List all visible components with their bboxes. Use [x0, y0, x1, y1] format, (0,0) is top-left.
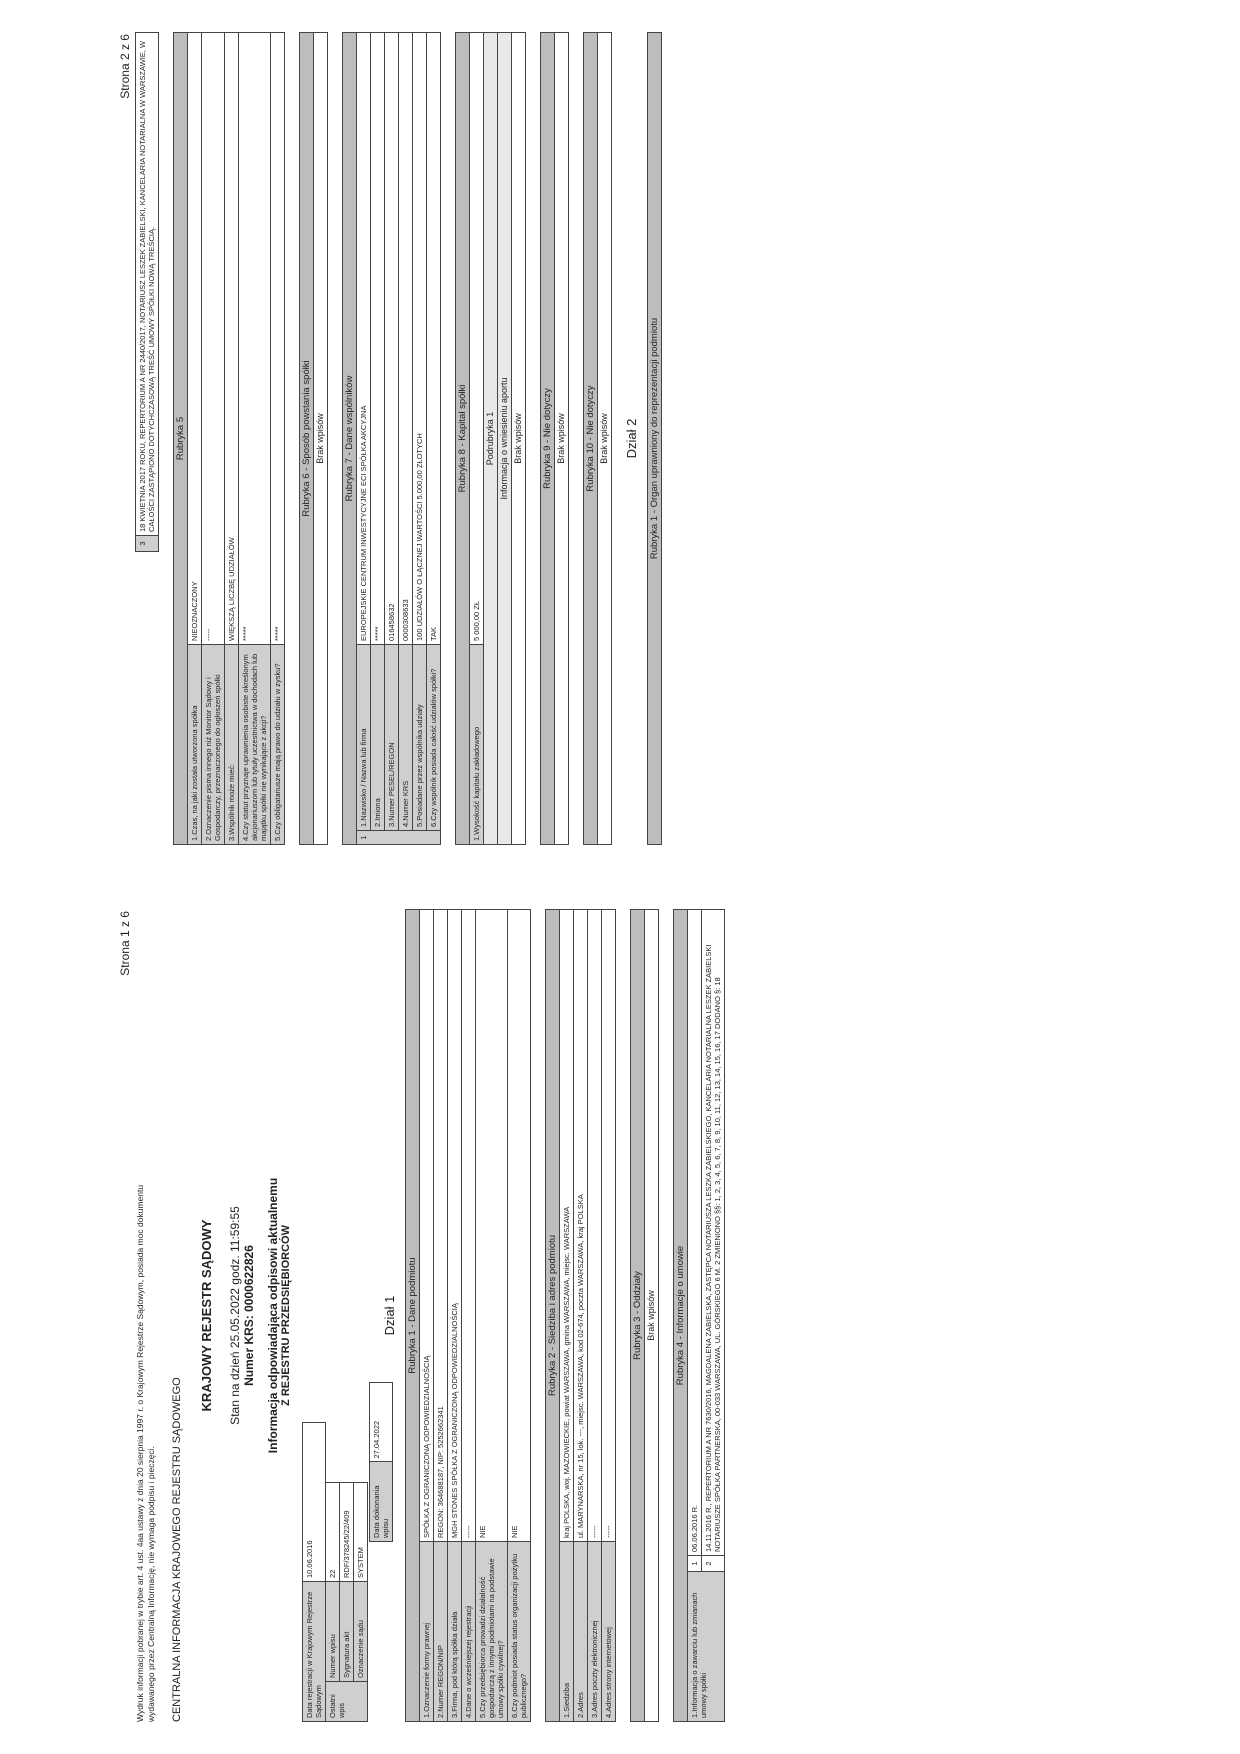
rubryka-3-empty: Brak wpisów: [645, 910, 659, 1722]
registration-table: [302, 1422, 368, 1722]
row-value: -----: [202, 33, 225, 645]
doc-title: KRAJOWY REJESTR SĄDOWY: [199, 1219, 214, 1412]
rubryka-9-empty: Brak wpisów: [555, 33, 569, 845]
table-row: [434, 910, 448, 1722]
row-value: EUROPEJSKIE CENTRUM INWESTYCYJNE ECI SPÓŁKA AKCYJNA: [357, 33, 371, 645]
data-dokonania-table: [369, 1382, 393, 1542]
table-row: [602, 910, 616, 1722]
numer-wpisu-value: 22: [326, 1483, 340, 1582]
row-number: 1: [688, 1556, 702, 1572]
row-value: 06.06.2016 R.: [688, 910, 702, 1556]
rubryka-7-table: [342, 32, 441, 845]
row-label: 1.Informacja o zawarciu lub zmianach umowy spółki: [688, 1572, 725, 1722]
notice-text: Wydruk informacji pobranej w trybie art. 4 ust. 4aa ustawy z dnia 20 sierpnia 1997 r. o Krajowym Rejestrze Sądowym, posiada moc dokumentu wydawanego przez Centralną Informację, nie wymaga podpisu i pieczęci.: [135, 1184, 156, 1722]
rubryka-10-title: Rubryka 10 - Nie dotyczy: [584, 33, 598, 845]
row-label: 6.Czy podmiot posiada status organizacji pożytku publicznego?: [508, 1542, 531, 1722]
row-label: 2.Oznaczenie pisma innego niż Monitor Sądowy i Gospodarczy, przeznaczonego do ogłoszeń spółki: [202, 645, 225, 845]
rubryka-10-table: [583, 32, 612, 845]
row-value: -----: [462, 910, 476, 1542]
row-value: TAK: [427, 33, 441, 645]
table-row: [357, 33, 371, 845]
rubryka-6-title: Rubryka 6 - Sposób powstania spółki: [300, 33, 314, 845]
table-row: [385, 33, 399, 845]
page-1: [0, 877, 1240, 1754]
sygnatura-value: RDF/378245/22/409: [340, 1483, 354, 1582]
podrubryka-1-title: Podrubryka 1: [484, 33, 498, 845]
info-line-2: Z REJESTRU PRZEDSIĘBIORCÓW: [280, 1225, 292, 1406]
row-label: 2.Imiona: [371, 645, 385, 831]
row-label: 3.Firma, pod którą spółka działa: [448, 1542, 462, 1722]
table-row: [271, 33, 285, 845]
row-label: 4.Czy statut przyznaje uprawnienia osobiste określonym akcjonariuszom lub tytuły uczestnictwa w dochodach lub majątku spółki nie wynikające z akcji?: [239, 645, 271, 845]
table-row: [688, 910, 702, 1722]
podrubryka-1-empty: Brak wpisów: [512, 33, 526, 845]
podrubryka-1-name: Informacja o wniesieniu aportu: [498, 33, 512, 845]
row-label: 1.Nazwisko / Nazwa lub firma: [357, 645, 371, 831]
rubryka-4-title: Rubryka 4 - Informacje o umowie: [674, 910, 688, 1722]
oznaczenie-value: SYSTEM: [354, 1483, 368, 1582]
table-row: [427, 33, 441, 845]
row-value: -----: [588, 910, 602, 1542]
row-label: 2.Adres: [574, 1542, 588, 1722]
row-value: REGON: 364688187, NIP: 5252662341: [434, 910, 448, 1542]
row-label: 3.Wspólnik może mieć:: [225, 645, 239, 845]
ostatni-wpis-label: Ostatni wpis: [326, 1682, 368, 1722]
table-row: [188, 33, 202, 845]
row-label: 3.Numer PESEL/REGON: [385, 645, 399, 831]
krs-number: Numer KRS: 0000622826: [242, 1245, 256, 1386]
oznaczenie-label: Oznaczenie sądu: [354, 1582, 368, 1682]
row-label: 4.Adres strony internetowej: [602, 1542, 616, 1722]
dzial-2-rubryka-1-table: [647, 32, 662, 845]
row-label: 4.Dane o wcześniejszej rejestracji: [462, 1542, 476, 1722]
row-value: ul. MARYNARSKA, nr 15, lok. ---, miejsc. WARSZAWA, kod 02-674, poczta WARSZAWA, kraj POLSKA: [574, 910, 588, 1542]
table-row: [588, 910, 602, 1722]
table-row: [371, 33, 385, 845]
rubryka-3-title: Rubryka 3 - Oddziały: [631, 910, 645, 1722]
rubryka-7-title: Rubryka 7 - Dane wspólników: [343, 33, 357, 845]
rubryka-1-title: Rubryka 1 - Dane podmiotu: [406, 910, 420, 1722]
rubryka-8-title: Rubryka 8 - Kapitał spółki: [456, 33, 470, 845]
row-value: 18 KWIETNIA 2017 ROKU, REPERTORIUM A NR 2440/2017, NOTARIUSZ LESZEK ZABIELSKI, KANCELARIA NOTARIALNA W WARSZAWIE, W CAŁOŚCI ZASTĄPIONO DOTYCHCZASOWĄ TREŚĆ UMOWY SPÓŁKI NOWĄ TREŚCIĄ.: [136, 33, 159, 536]
rubryka-2-title: Rubryka 2 - Siedziba i adres podmiotu: [546, 910, 560, 1722]
info-line-1: Informacja odpowiadająca odpisowi aktualnemu: [266, 1177, 280, 1454]
row-value: *****: [271, 33, 285, 645]
stan-date: Stan na dzień 25.05.2022 godz. 11:59:55: [228, 1206, 242, 1425]
rubryka-2-table: [545, 909, 616, 1722]
row-label: 3.Adres poczty elektronicznej: [588, 1542, 602, 1722]
row-label: 5.Posiadane przez wspólnika udziały: [413, 645, 427, 831]
row-label: 6.Czy wspólnik posiada całość udziałów spółki?: [427, 645, 441, 831]
row-value: NIE: [476, 910, 508, 1542]
rubryka-9-title: Rubryka 9 - Nie dotyczy: [541, 33, 555, 845]
table-row: [136, 33, 159, 552]
row-value: MGH STONES SPÓŁKA Z OGRANICZONĄ ODPOWIEDZIALNOŚCIĄ: [448, 910, 462, 1542]
rubryka-3-table: [630, 909, 659, 1722]
row-value: *****: [239, 33, 271, 645]
row-value: NIE: [508, 910, 531, 1542]
page-number: Strona 2 z 6: [118, 34, 132, 99]
data-rej-value: 10.06.2016: [303, 1423, 326, 1582]
dzial-2-heading: Dział 2: [624, 418, 639, 459]
dzial-2-rubryka-1-title: Rubryka 1 - Organ uprawniony do reprezentacji podmiotu: [648, 33, 662, 845]
rubryka-8-table: [455, 32, 526, 845]
rubryka-5-table: [173, 32, 285, 845]
row-label: 1.Czas, na jaki została utworzona spółka: [188, 645, 202, 845]
row-label: 2.Numer REGON/NIP: [434, 1542, 448, 1722]
row-number: 3: [136, 536, 159, 552]
rubryka-1-table: [405, 909, 531, 1722]
table-row: [420, 910, 434, 1722]
table-row: [508, 910, 531, 1722]
org-name: CENTRALNA INFORMACJA KRAJOWEGO REJESTRU SĄDOWEGO: [171, 1377, 183, 1722]
data-dokonania-value: 27.04.2022: [370, 1383, 393, 1463]
table-row: [574, 910, 588, 1722]
table-row: [239, 33, 271, 845]
rubryka-5-title: Rubryka 5: [174, 33, 188, 845]
dzial-1-heading: Dział 1: [382, 1295, 397, 1336]
row-value: *****: [371, 33, 385, 645]
rubryka-6-table: [299, 32, 328, 845]
row-label: 4.Numer KRS: [399, 645, 413, 831]
table-row: [470, 33, 484, 845]
row-value: 14.11.2016 R., REPERTORIUM A NR 7630/2016, MAGDALENA ZABIELSKA, ZASTĘPCA NOTARIUSZA LESZKA ZABIELSKIEGO, KANCELARIA NOTARIALNA LESZEK ZABIELSKI NOTARIUSZE SPÓŁKA PARTNERSKA, 00-033 WARSZAWA, UL. GÓRSKIEGO 6 M. 2 ZMIENIONO §§: 1, 2, 3, 4, 5, 6, 7, 8, 9, 10, 11, 12, 13, 14, 15, 16, 17 DODANO §: 18: [702, 910, 725, 1556]
table-row: [413, 33, 427, 845]
table-row: [448, 910, 462, 1722]
data-rej-label: Data rejestracji w Krajowym Rejestrze Sądowym: [303, 1582, 326, 1722]
row-value: NIEOZNACZONY: [188, 33, 202, 645]
table-row: [202, 33, 225, 845]
table-row: [476, 910, 508, 1722]
numer-wpisu-label: Numer wpisu: [326, 1582, 340, 1682]
row-value: -----: [602, 910, 616, 1542]
umowa-continuation-table: [135, 32, 159, 552]
rubryka-10-empty: Brak wpisów: [598, 33, 612, 845]
row-value: SPÓŁKA Z OGRANICZONĄ ODPOWIEDZIALNOŚCIĄ: [420, 910, 434, 1542]
row-label: 1.Siedziba: [560, 1542, 574, 1722]
sygnatura-label: Sygnatura akt: [340, 1582, 354, 1682]
row-label: 5.Czy przedsiębiorca prowadzi działalność gospodarczą z innymi podmiotami na podstawie umowy spółki cywilnej?: [476, 1542, 508, 1722]
row-number: 2: [702, 1556, 725, 1572]
data-dokonania-label: Data dokonania wpisu: [370, 1462, 393, 1542]
row-number: 1: [357, 831, 441, 845]
row-value: 0000308633: [399, 33, 413, 645]
table-row: [399, 33, 413, 845]
rubryka-4-table: [673, 909, 725, 1722]
row-label: 5.Czy obligatariusze mają prawo do udziału w zysku?: [271, 645, 285, 845]
rubryka-9-table: [540, 32, 569, 845]
row-value: WIĘKSZĄ LICZBĘ UDZIAŁÓW: [225, 33, 239, 645]
row-value: 016458632: [385, 33, 399, 645]
table-row: [462, 910, 476, 1722]
row-label: 1.Oznaczenie formy prawnej: [420, 1542, 434, 1722]
table-row: [225, 33, 239, 845]
page-number: Strona 1 z 6: [118, 911, 132, 976]
row-value: 5 000,00 ZŁ: [470, 33, 484, 645]
row-value: 100 UDZIAŁÓW O ŁĄCZNEJ WARTOŚCI 5.000,00 ZŁOTYCH: [413, 33, 427, 645]
table-row: [560, 910, 574, 1722]
row-value: kraj POLSKA, woj. MAZOWIECKIE, powiat WARSZAWA, gmina WARSZAWA, miejsc. WARSZAWA: [560, 910, 574, 1542]
row-label: 1.Wysokość kapitału zakładowego: [470, 645, 484, 845]
rubryka-6-empty: Brak wpisów: [314, 33, 328, 845]
